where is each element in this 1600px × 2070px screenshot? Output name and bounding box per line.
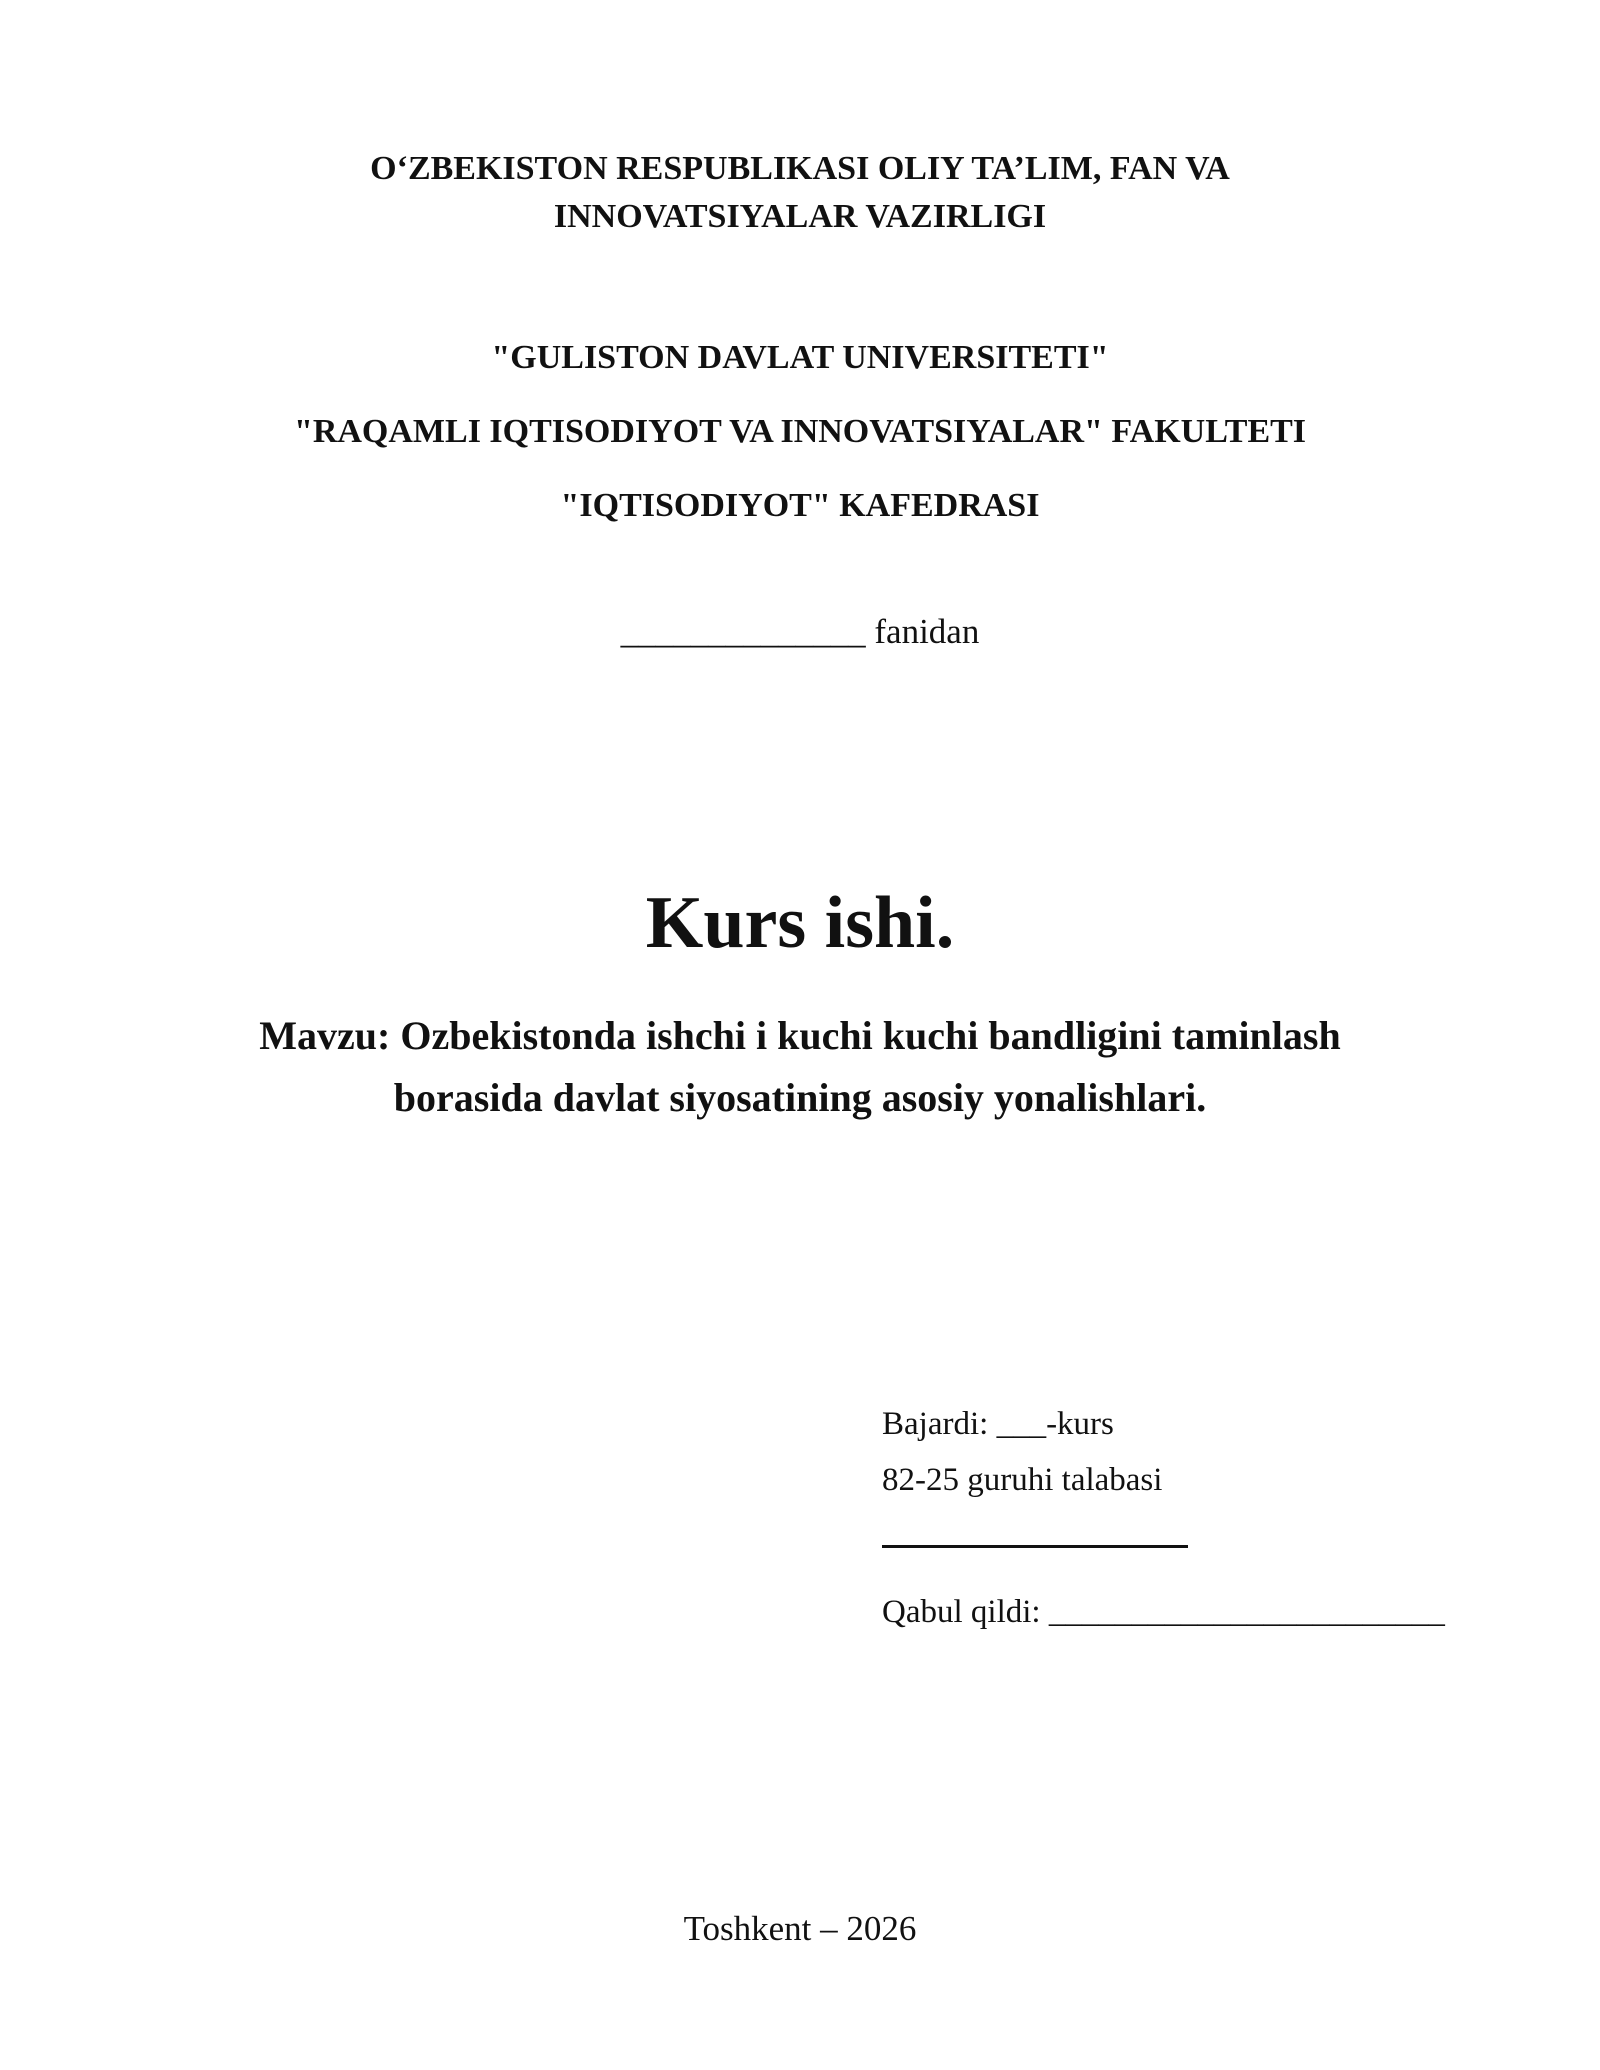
course-suffix: -kurs: [1046, 1406, 1114, 1442]
accepted-blank: ________________________: [1048, 1594, 1445, 1630]
department-name: "IQTISODIYOT" KAFEDRASI: [560, 487, 1040, 524]
ministry-line-2: INNOVATSIYALAR VAZIRLIGI: [553, 198, 1047, 235]
performer-line: [882, 1402, 1114, 1446]
group-line: 82-25 guruhi talabasi: [882, 1462, 1163, 1498]
performer-label: Bajardi:: [882, 1406, 997, 1442]
student-signature-line: [882, 1545, 1188, 1548]
subject-blank: ______________: [620, 612, 866, 651]
work-title: Kurs ishi.: [645, 882, 955, 964]
accepted-label: Qabul qildi:: [882, 1594, 1049, 1630]
faculty-name: "RAQAMLI IQTISODIYOT VA INNOVATSIYALAR" FAKULTETI: [293, 413, 1307, 450]
subject-line: [0, 608, 1600, 656]
subject-suffix: fanidan: [865, 612, 980, 651]
ministry-line-1: O‘ZBEKISTON RESPUBLIKASI OLIY TA’LIM, FAN VA: [370, 150, 1230, 187]
course-blank: ___: [996, 1406, 1047, 1442]
university-name: "GULISTON DAVLAT UNIVERSITETI": [491, 339, 1109, 376]
accepted-line: [882, 1590, 1445, 1634]
topic-line-1: Mavzu: Ozbekistonda ishchi i kuchi kuchi bandligini taminlash: [259, 1013, 1341, 1058]
topic-line-2: borasida davlat siyosatining asosiy yonalishlari.: [393, 1075, 1207, 1120]
city-year-footer: Toshkent – 2026: [683, 1909, 917, 1948]
